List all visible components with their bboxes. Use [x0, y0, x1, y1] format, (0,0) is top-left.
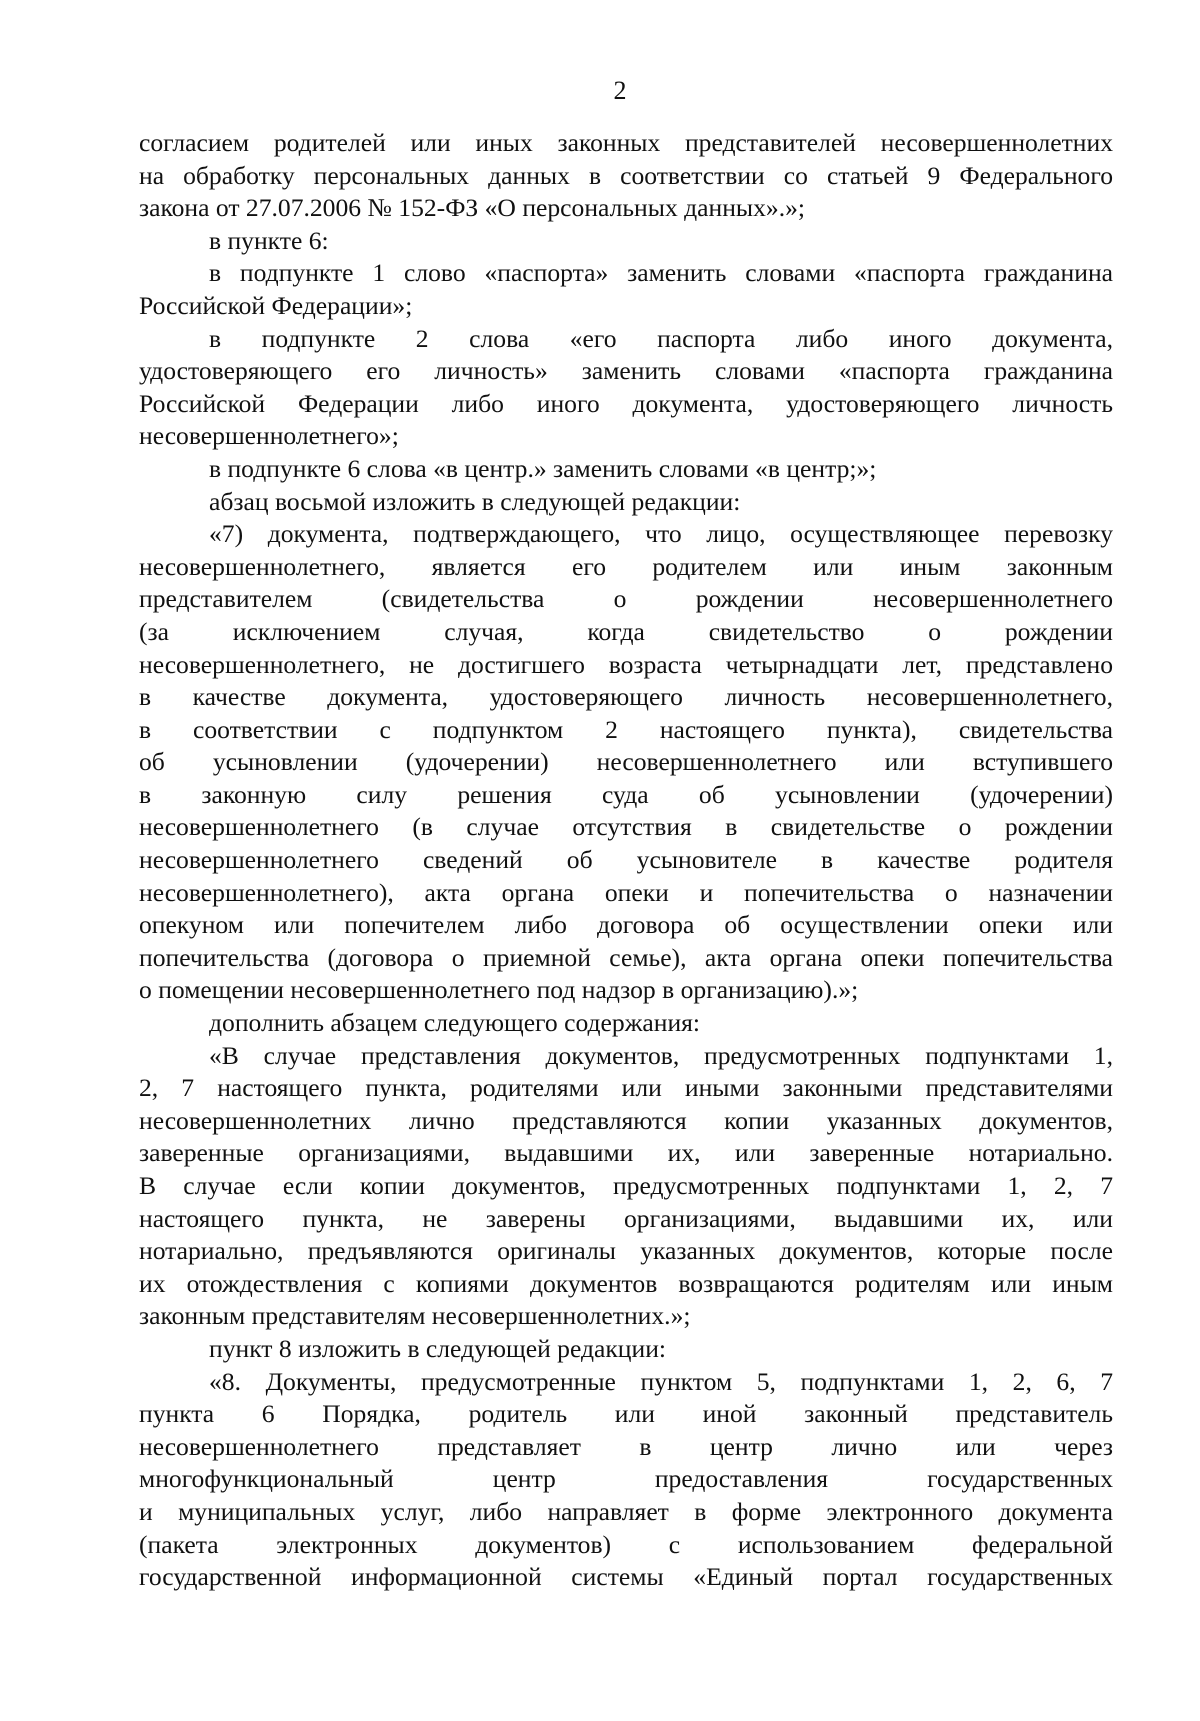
text-line: дополнить абзацем следующего содержания:	[209, 1008, 701, 1038]
text-line: Российской Федерации либо иного документа, удостоверяющего личность	[139, 388, 1113, 418]
text-line: абзац восьмой изложить в следующей редакции:	[209, 486, 741, 516]
text-line: (за исключением случая, когда свидетельство о рождении	[139, 616, 1113, 646]
text-line: В случае если копии документов, предусмотренных подпунктами 1, 2, 7	[139, 1171, 1113, 1200]
text-line: закона от 27.07.2006 № 152-ФЗ «О персональных данных».»;	[139, 193, 806, 223]
text-line: пункта 6 Порядка, родитель или иной законный представитель	[139, 1399, 1113, 1429]
text-line: несовершеннолетнего (в случае отсутствия в свидетельстве о рождении	[139, 812, 1113, 842]
text-line: законным представителям несовершеннолетних.»;	[139, 1301, 691, 1331]
page-number: 2	[613, 76, 627, 105]
text-line: государственной информационной системы «Единый портал государственных	[139, 1562, 1113, 1592]
text-line: нотариально, предъявляются оригиналы указанных документов, которые после	[139, 1236, 1113, 1266]
text-line: в подпункте 6 слова «в центр.» заменить словами «в центр;»;	[209, 453, 877, 483]
text-line: несовершеннолетнего, не достигшего возраста четырнадцати лет, представлено	[139, 649, 1113, 679]
text-line: о помещении несовершеннолетнего под надзор в организацию).»;	[139, 975, 859, 1005]
text-line: несовершеннолетних лично представляются копии указанных документов,	[139, 1105, 1113, 1135]
text-line: в пункте 6:	[209, 225, 329, 255]
document-body	[139, 127, 1113, 1594]
text-line: об усыновлении (удочерении) несовершеннолетнего или вступившего	[139, 747, 1113, 777]
text-line: несовершеннолетнего, является его родителем или иным законным	[139, 551, 1113, 581]
text-line: многофункциональный центр предоставления государственных	[139, 1464, 1113, 1494]
text-line: в качестве документа, удостоверяющего личность несовершеннолетнего,	[139, 682, 1113, 712]
text-line: заверенные организациями, выдавшими их, или заверенные нотариально.	[139, 1138, 1113, 1168]
text-line: «8. Документы, предусмотренные пунктом 5, подпунктами 1, 2, 6, 7	[209, 1366, 1113, 1396]
text-line: «В случае представления документов, предусмотренных подпунктами 1,	[209, 1040, 1113, 1070]
text-line: Российской Федерации»;	[139, 290, 413, 320]
text-line: настоящего пункта, не заверены организациями, выдавшими их, или	[139, 1203, 1113, 1233]
text-line: удостоверяющего его личность» заменить словами «паспорта гражданина	[139, 356, 1113, 386]
text-line: «7) документа, подтверждающего, что лицо, осуществляющее перевозку	[209, 519, 1113, 549]
text-line: пункт 8 изложить в следующей редакции:	[209, 1333, 667, 1363]
text-line: представителем (свидетельства о рождении несовершеннолетнего	[139, 584, 1113, 614]
text-line: в подпункте 1 слово «паспорта» заменить словами «паспорта гражданина	[209, 258, 1113, 288]
text-line: согласием родителей или иных законных представителей несовершеннолетних	[139, 128, 1113, 157]
text-line: (пакета электронных документов) с использованием федеральной	[139, 1529, 1113, 1559]
text-line: несовершеннолетнего сведений об усыновителе в качестве родителя	[139, 845, 1113, 875]
text-line: и муниципальных услуг, либо направляет в форме электронного документа	[139, 1496, 1113, 1526]
text-line: опекуном или попечителем либо договора об осуществлении опеки или	[139, 910, 1113, 940]
text-line: несовершеннолетнего»;	[139, 421, 399, 451]
text-line: их отождествления с копиями документов возвращаются родителям или иным	[139, 1268, 1113, 1298]
text-line: в соответствии с подпунктом 2 настоящего пункта), свидетельства	[139, 714, 1113, 744]
text-line: попечительства (договора о приемной семье), акта органа опеки попечительства	[139, 942, 1113, 972]
text-line: в подпункте 2 слова «его паспорта либо иного документа,	[209, 323, 1113, 353]
text-line: несовершеннолетнего представляет в центр лично или через	[139, 1431, 1113, 1461]
text-line: 2, 7 настоящего пункта, родителями или иными законными представителями	[139, 1073, 1113, 1103]
text-line: в законную силу решения суда об усыновлении (удочерении)	[139, 779, 1113, 809]
text-line: на обработку персональных данных в соответствии со статьей 9 Федерального	[139, 160, 1113, 190]
text-line: несовершеннолетнего), акта органа опеки и попечительства о назначении	[139, 877, 1113, 907]
